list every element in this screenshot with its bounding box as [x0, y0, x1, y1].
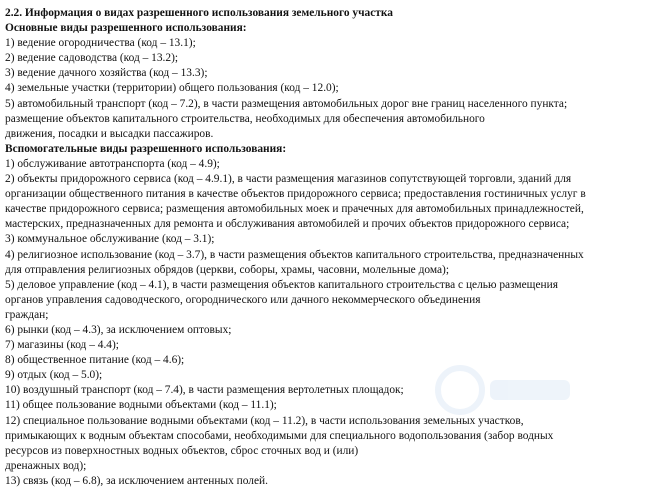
text-line: организации общественного питания в качестве объектов придорожного сервиса; предоставления гостиничных услуг в	[5, 188, 586, 201]
document-text	[5, 6, 665, 489]
text-line: дренажных вод);	[5, 459, 87, 472]
text-line: 12) специальное пользование водными объектами (код – 11.2), в части использования земельных участков,	[5, 414, 524, 427]
text-line: примыкающих к водным объектам способами, необходимыми для специального водопользования (забор водных	[5, 429, 554, 442]
text-line: 5) деловое управление (код – 4.1), в части размещения объектов капитального строительства с целью размещения	[5, 278, 558, 291]
text-line: размещение объектов капитального строительства, необходимых для обеспечения автомобильного	[5, 112, 485, 125]
text-line: 6) рынки (код – 4.3), за исключением оптовых;	[5, 323, 232, 336]
text-line: для отправления религиозных обрядов (церкви, соборы, храмы, часовни, молельные дома);	[5, 263, 449, 276]
text-line: движения, посадки и высадки пассажиров.	[5, 127, 214, 140]
text-line: 1) обслуживание автотранспорта (код – 4.9);	[5, 157, 220, 170]
text-line: 2) объекты придорожного сервиса (код – 4.9.1), в части размещения магазинов сопутствующей торговли, зданий для	[5, 173, 572, 186]
text-line: 3) ведение дачного хозяйства (код – 13.3);	[5, 67, 208, 80]
text-line: граждан;	[5, 308, 49, 321]
text-line: 13) связь (код – 6.8), за исключением антенных полей.	[5, 474, 268, 487]
text-line: 5) автомобильный транспорт (код – 7.2), в части размещения автомобильных дорог вне границ населенного пункта;	[5, 97, 568, 110]
text-line: мастерских, предназначенных для ремонта и обслуживания автомобилей и прочих объектов придорожного сервиса;	[5, 218, 570, 231]
section-heading: Вспомогательные виды разрешенного использования:	[5, 142, 287, 155]
text-line: 1) ведение огородничества (код – 13.1);	[5, 37, 196, 50]
text-line: 8) общественное питание (код – 4.6);	[5, 354, 185, 367]
text-line: 2) ведение садоводства (код – 13.2);	[5, 52, 179, 65]
text-line: качестве придорожного сервиса; размещения автомобильных моек и прачечных для автомобильных принадлежностей,	[5, 203, 584, 216]
text-line: 4) земельные участки (территории) общего пользования (код – 12.0);	[5, 82, 339, 95]
text-line: 9) отдых (код – 5.0);	[5, 369, 103, 382]
text-line: 4) религиозное использование (код – 3.7), в части размещения объектов капитального строительства, предназначенных	[5, 248, 584, 261]
text-line: 10) воздушный транспорт (код – 7.4), в части размещения вертолетных площадок;	[5, 384, 404, 397]
text-line: 3) коммунальное обслуживание (код – 3.1);	[5, 233, 215, 246]
section-heading: 2.2. Информация о видах разрешенного использования земельного участка	[5, 7, 393, 19]
text-line: органов управления садоводческого, огороднического или дачного некоммерческого объединения	[5, 293, 481, 306]
text-line: 7) магазины (код – 4.4);	[5, 339, 119, 352]
section-heading: Основные виды разрешенного использования:	[5, 22, 247, 35]
text-line: ресурсов из поверхностных водных объектов, сброс сточных вод и (или)	[5, 444, 359, 457]
text-line: 11) общее пользование водными объектами (код – 11.1);	[5, 399, 277, 412]
